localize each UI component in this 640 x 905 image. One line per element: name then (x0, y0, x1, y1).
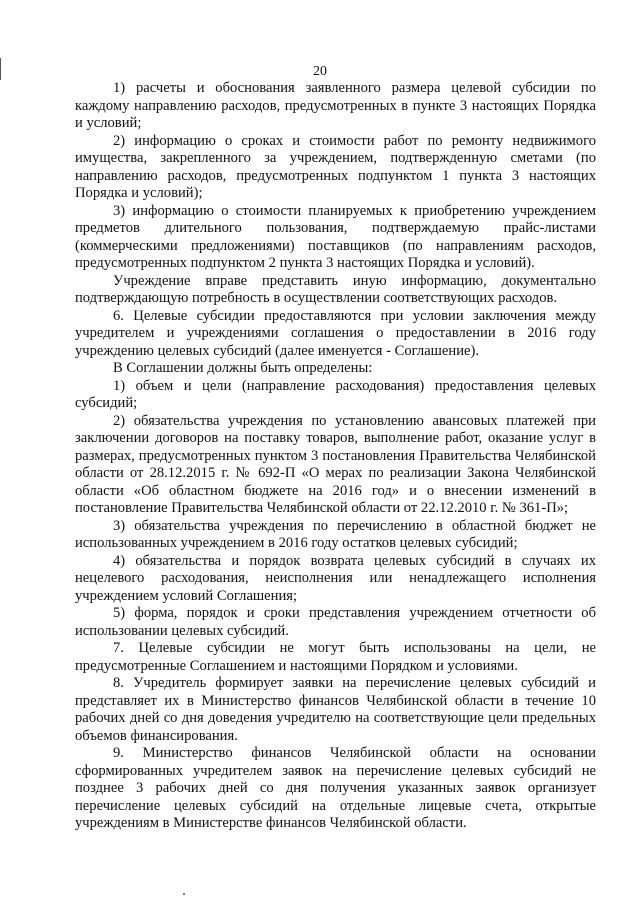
paragraph-additional-info: Учреждение вправе представить иную информацию, документально подтверждающую потребность в осуществлении соответствующих расходов. (75, 272, 596, 306)
page-number: 20 (313, 64, 327, 79)
paragraph-agreement-intro: В Соглашении должны быть определены: (113, 360, 373, 376)
paragraph-agreement-item-4: 4) обязательства и порядок возврата целевых субсидий в случаях их нецелевого расходования, неисполнения или ненадлежащего исполнения учреждением условий Соглашения; (75, 552, 596, 604)
paragraph-item-2: 2) информацию о сроках и стоимости работ по ремонту недвижимого имущества, закрепленного за учреждением, подтвержденную сметами (по направлению расходов, предусмотренных подпунктом 1 пункта 3 настоящих Порядка и условий); (75, 132, 596, 201)
scan-artifact-dot (183, 893, 185, 895)
paragraph-agreement-item-5: 5) форма, порядок и сроки представления учреждением отчетности об использовании целевых субсидий. (75, 605, 596, 639)
paragraph-clause-9: 9. Министерство финансов Челябинской области на основании сформированных учредителем заявок на перечисление целевых субсидий не позднее 3 рабочих дней со дня получения указанных заявок организует перечисление целевых субсидий на отдельные лицевые счета, открытые учреждениям в Министерстве финансов Челябинской области. (75, 745, 596, 831)
paragraph-agreement-item-2: 2) обязательства учреждения по установлению авансовых платежей при заключении договоров на поставку товаров, выполнение работ, оказание услуг в размерах, предусмотренных пунктом 3 постановления Правительства Челябинской области от 28.12.2015 г. № 692-П «О мерах по реализации Закона Челябинской области «Об областном бюджете на 2016 год» и о внесении изменений в постановление Правительства Челябинской области от 22.12.2010 г. № 361-П»; (75, 412, 596, 516)
paragraph-clause-8: 8. Учредитель формирует заявки на перечисление целевых субсидий и представляет их в Министерство финансов Челябинской области в течение 10 рабочих дней со дня доведения учредителю на соответствующие цели предельных объемов финансирования. (75, 675, 596, 744)
paragraph-item-3: 3) информацию о стоимости планируемых к приобретению учреждением предметов длительного пользования, подтверждаемую прайс-листами (коммерческими предложениями) поставщиков (по направлениям расходов, предусмотренных подпунктом 2 пункта 3 настоящих Порядка и условий). (75, 202, 596, 271)
paragraph-item-1: 1) расчеты и обоснования заявленного размера целевой субсидии по каждому направлению расходов, предусмотренных в пункте 3 настоящих Порядка и условий; (75, 80, 596, 131)
paragraph-agreement-item-3: 3) обязательства учреждения по перечислению в областной бюджет не использованных учреждением в 2016 году остатков целевых субсидий; (75, 517, 596, 551)
paragraph-clause-7: 7. Целевые субсидии не могут быть использованы на цели, не предусмотренные Соглашением и настоящими Порядком и условиями. (75, 640, 596, 674)
document-body (75, 80, 596, 833)
paragraph-clause-6: 6. Целевые субсидии предоставляются при условии заключения между учредителем и учреждениями соглашения о предоставлении в 2016 году учреждению целевых субсидий (далее именуется - Соглашение). (75, 307, 596, 359)
paragraph-agreement-item-1: 1) объем и цели (направление расходования) предоставления целевых субсидий; (75, 377, 596, 411)
